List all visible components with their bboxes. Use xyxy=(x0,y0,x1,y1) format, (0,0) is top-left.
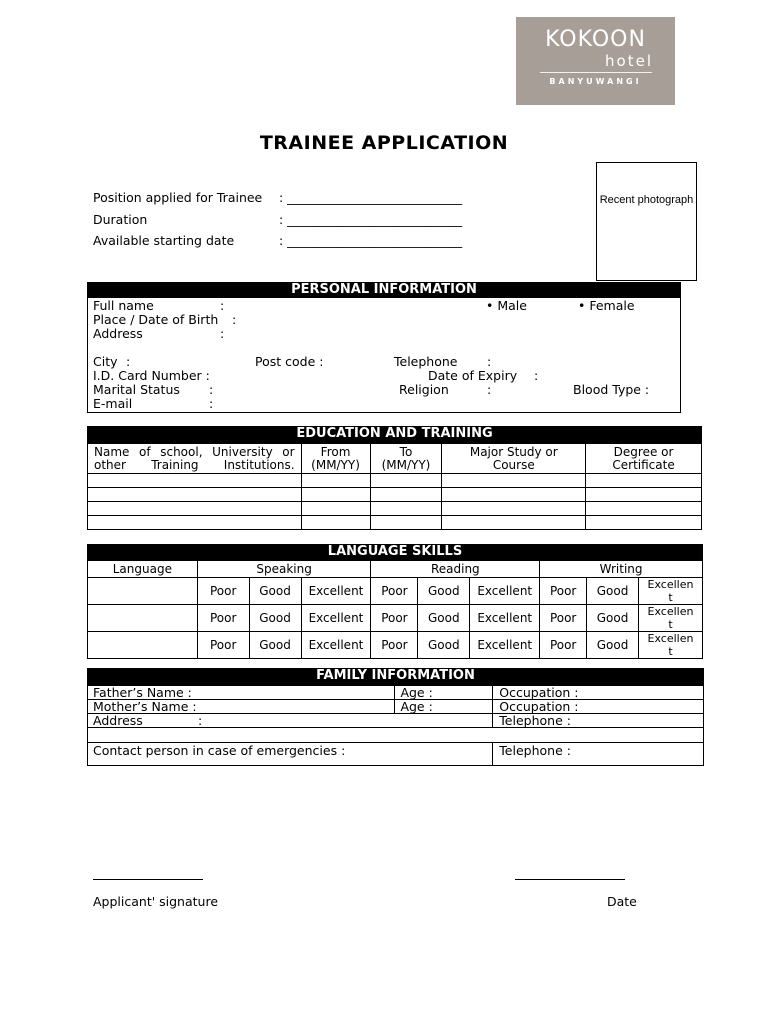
option-excellent[interactable]: Excellent xyxy=(301,578,371,605)
edu-col-major-b: Course xyxy=(492,457,535,472)
edu-cell[interactable] xyxy=(586,474,702,488)
option-poor[interactable]: Poor xyxy=(371,578,418,605)
edu-cell[interactable] xyxy=(370,516,442,530)
photo-box[interactable] xyxy=(596,162,697,281)
blood-label: Blood Type : xyxy=(573,382,650,397)
edu-col-to xyxy=(370,444,442,474)
edu-col-institution: Name of school, University or other Training Institutions. xyxy=(88,444,302,474)
edu-cell[interactable] xyxy=(88,516,302,530)
mother-name-field[interactable]: Mother’s Name : xyxy=(88,700,395,714)
table-row xyxy=(88,488,702,502)
full-name-colon: : xyxy=(220,298,225,313)
lang-col-writing: Writing xyxy=(540,561,703,578)
table-row xyxy=(88,714,704,728)
edu-cell[interactable] xyxy=(88,488,302,502)
option-poor[interactable]: Poor xyxy=(371,632,418,659)
option-poor[interactable]: Poor xyxy=(197,605,249,632)
lang-name-cell[interactable] xyxy=(88,632,198,659)
field-position-label: Position applied for Trainee xyxy=(93,190,263,205)
field-duration-label: Duration xyxy=(93,212,148,227)
religion-label: Religion xyxy=(399,382,449,397)
option-excellent-a: Excellen xyxy=(647,632,694,645)
email-label: E-mail xyxy=(93,396,133,411)
edu-col-major xyxy=(442,444,586,474)
option-excellent[interactable]: Excellent xyxy=(470,578,540,605)
female-option[interactable]: • Female xyxy=(578,298,635,313)
pob-colon: : xyxy=(232,312,237,327)
marital-label: Marital Status xyxy=(93,382,180,397)
edu-col-to-b: (MM/YY) xyxy=(381,457,431,472)
family-address-continued[interactable] xyxy=(88,728,704,743)
pob-label: Place / Date of Birth xyxy=(93,312,219,327)
address-label: Address xyxy=(93,326,143,341)
father-age-field[interactable]: Age : xyxy=(395,686,493,700)
option-excellent-a: Excellen xyxy=(647,578,694,591)
edu-cell[interactable] xyxy=(301,516,370,530)
logo-rule xyxy=(540,72,652,73)
marital-colon: : xyxy=(209,382,214,397)
table-row xyxy=(88,605,703,632)
option-poor[interactable]: Poor xyxy=(371,605,418,632)
edu-col-degree xyxy=(586,444,702,474)
idcard-label: I.D. Card Number : xyxy=(93,368,210,383)
applicant-signature-label: Applicant' signature xyxy=(93,894,219,909)
date-label: Date xyxy=(607,894,637,909)
city-colon: : xyxy=(126,354,131,369)
emergency-contact-field[interactable]: Contact person in case of emergencies : xyxy=(88,743,493,766)
edu-col-degree-b: Certificate xyxy=(612,457,675,472)
logo-sub: hotel xyxy=(605,52,653,70)
family-table xyxy=(87,685,704,766)
family-address-field[interactable] xyxy=(88,714,493,728)
option-good[interactable]: Good xyxy=(418,578,470,605)
edu-col-from-b: (MM/YY) xyxy=(311,457,360,472)
edu-cell[interactable] xyxy=(586,502,702,516)
lang-name-cell[interactable] xyxy=(88,578,198,605)
option-good[interactable]: Good xyxy=(587,578,639,605)
mother-age-field[interactable]: Age : xyxy=(395,700,493,714)
option-good[interactable]: Good xyxy=(587,605,639,632)
field-duration-input[interactable]: : ____________________________ xyxy=(279,212,463,227)
option-good[interactable]: Good xyxy=(587,632,639,659)
table-row xyxy=(88,686,704,700)
edu-cell[interactable] xyxy=(442,502,586,516)
option-good[interactable]: Good xyxy=(249,578,301,605)
edu-cell[interactable] xyxy=(301,474,370,488)
expiry-colon: : xyxy=(534,368,539,383)
religion-colon: : xyxy=(487,382,492,397)
table-row xyxy=(88,728,704,743)
option-excellent[interactable]: Excellent xyxy=(470,632,540,659)
full-name-label: Full name xyxy=(93,298,154,313)
edu-cell[interactable] xyxy=(301,502,370,516)
option-poor[interactable]: Poor xyxy=(540,632,587,659)
male-option[interactable]: • Male xyxy=(486,298,527,313)
city-label: City xyxy=(93,354,118,369)
edu-col-from xyxy=(301,444,370,474)
logo-brand: KOKOON xyxy=(545,27,646,52)
logo-city: BANYUWANGI xyxy=(549,77,642,86)
father-name-field[interactable]: Father’s Name : xyxy=(88,686,395,700)
family-address-label: Address xyxy=(93,713,143,728)
table-row xyxy=(88,743,704,766)
option-poor[interactable]: Poor xyxy=(540,605,587,632)
edu-cell[interactable] xyxy=(88,474,302,488)
edu-cell[interactable] xyxy=(442,516,586,530)
option-excellent-b: t xyxy=(668,591,673,604)
edu-cell[interactable] xyxy=(586,516,702,530)
table-row xyxy=(88,700,704,714)
option-excellent-b: t xyxy=(668,618,673,631)
education-table xyxy=(87,443,702,530)
lang-col-reading: Reading xyxy=(371,561,540,578)
edu-cell[interactable] xyxy=(301,488,370,502)
option-excellent[interactable]: Excellent xyxy=(301,632,371,659)
edu-col-degree-a: Degree or xyxy=(613,444,674,459)
telephone-colon: : xyxy=(487,354,492,369)
edu-col-to-a: To xyxy=(399,444,413,459)
edu-col-from-a: From xyxy=(320,444,351,459)
mother-occupation-field[interactable]: Occupation : xyxy=(493,700,704,714)
option-poor[interactable]: Poor xyxy=(197,578,249,605)
table-row xyxy=(88,578,703,605)
date-line[interactable] xyxy=(515,879,625,880)
telephone-label: Telephone xyxy=(394,354,458,369)
emergency-telephone-field[interactable]: Telephone : xyxy=(493,743,704,766)
edu-cell[interactable] xyxy=(442,474,586,488)
table-row xyxy=(88,516,702,530)
lang-col-language: Language xyxy=(88,561,198,578)
option-excellent-a: Excellen xyxy=(647,605,694,618)
family-address-colon: : xyxy=(198,713,203,728)
option-excellent[interactable] xyxy=(639,632,703,659)
expiry-label: Date of Expiry xyxy=(428,368,518,383)
applicant-signature-line[interactable] xyxy=(93,879,203,880)
address-colon: : xyxy=(220,326,225,341)
language-heading: LANGUAGE SKILLS xyxy=(87,544,703,561)
family-heading: FAMILY INFORMATION xyxy=(87,668,704,685)
photo-label: Recent photograph xyxy=(599,194,694,206)
lang-col-speaking: Speaking xyxy=(197,561,371,578)
option-excellent-b: t xyxy=(668,645,673,658)
personal-heading: PERSONAL INFORMATION xyxy=(87,282,681,298)
option-excellent[interactable]: Excellent xyxy=(470,605,540,632)
edu-cell[interactable] xyxy=(586,488,702,502)
hotel-logo xyxy=(516,17,675,105)
education-heading: EDUCATION AND TRAINING xyxy=(87,426,702,443)
table-row xyxy=(88,632,703,659)
edu-cell[interactable] xyxy=(88,502,302,516)
option-good[interactable]: Good xyxy=(249,605,301,632)
option-excellent[interactable]: Excellent xyxy=(301,605,371,632)
option-good[interactable]: Good xyxy=(418,605,470,632)
option-good[interactable]: Good xyxy=(249,632,301,659)
edu-cell[interactable] xyxy=(370,502,442,516)
option-poor[interactable]: Poor xyxy=(197,632,249,659)
edu-cell[interactable] xyxy=(442,488,586,502)
email-colon: : xyxy=(209,396,214,411)
family-telephone-field[interactable]: Telephone : xyxy=(493,714,704,728)
lang-name-cell[interactable] xyxy=(88,605,198,632)
option-good[interactable]: Good xyxy=(418,632,470,659)
field-start-label: Available starting date xyxy=(93,233,235,248)
field-position-input[interactable]: : ____________________________ xyxy=(279,190,463,205)
table-row xyxy=(88,474,702,488)
edu-col-major-a: Major Study or xyxy=(469,444,558,459)
edu-cell[interactable] xyxy=(370,474,442,488)
table-row xyxy=(88,502,702,516)
edu-cell[interactable] xyxy=(370,488,442,502)
option-poor[interactable]: Poor xyxy=(540,578,587,605)
postcode-label: Post code : xyxy=(255,354,324,369)
option-excellent[interactable] xyxy=(639,605,703,632)
language-table xyxy=(87,560,703,659)
father-occupation-field[interactable]: Occupation : xyxy=(493,686,704,700)
page-title: TRAINEE APPLICATION xyxy=(259,132,509,154)
field-start-input[interactable]: : ____________________________ xyxy=(279,233,463,248)
option-excellent[interactable] xyxy=(639,578,703,605)
